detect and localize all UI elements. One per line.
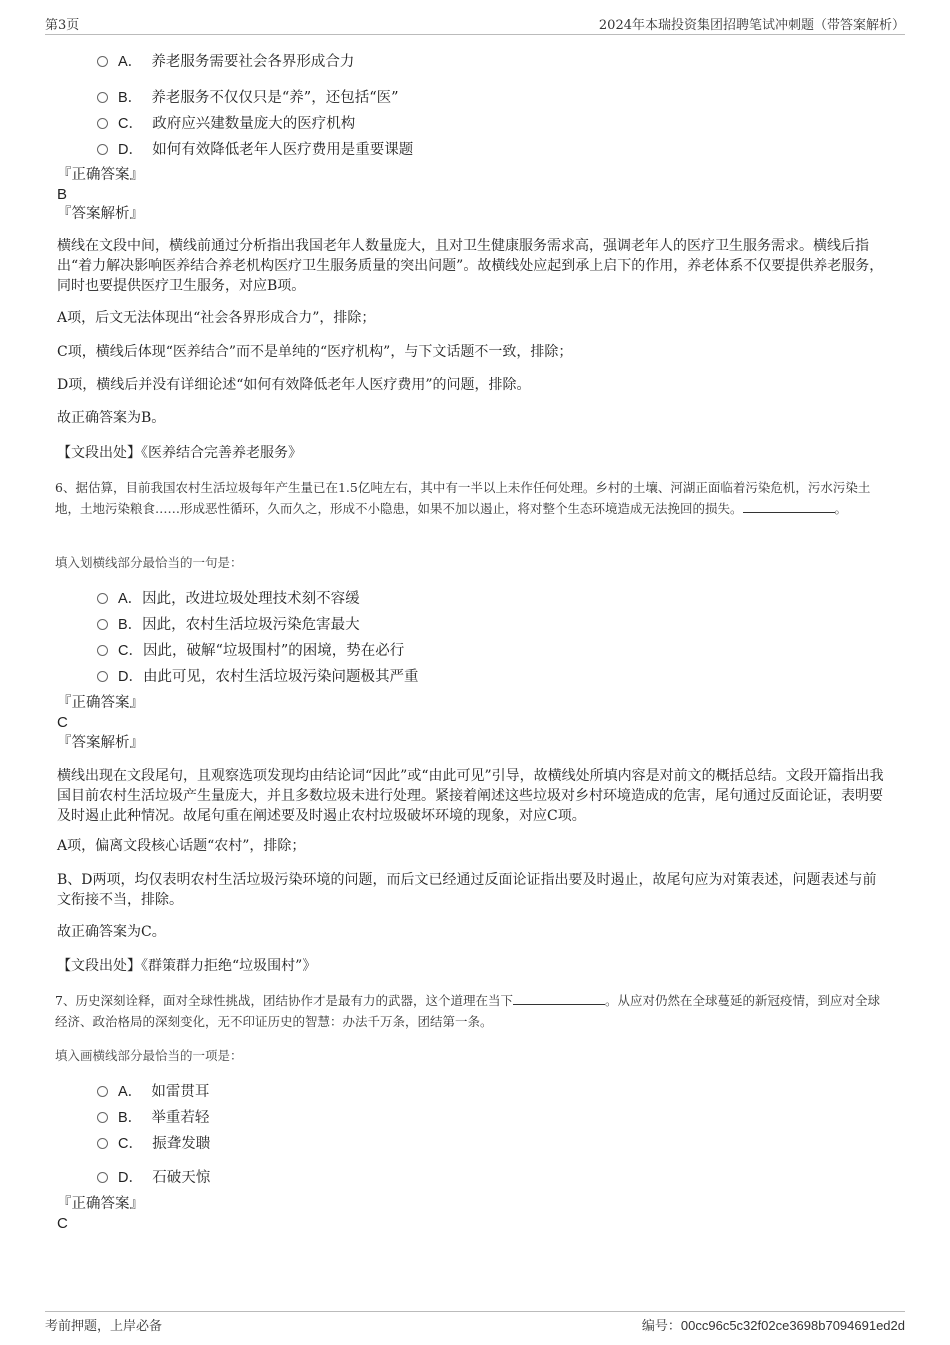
radio-icon[interactable] xyxy=(97,619,108,630)
radio-icon[interactable] xyxy=(97,671,108,682)
q5-option-d[interactable]: D． 如何有效降低老年人医疗费用是重要课题 xyxy=(97,138,413,159)
document-code: 编号：00cc96c5c32f02ce3698b7094691ed2d xyxy=(641,1318,905,1334)
analysis-paragraph: 横线出现在文段尾句，且观察选项发现均由结论词“因此”或“由此可见”引导，故横线处所填内容是对前文的概括总结。文段开篇指出我国目前农村生活垃圾产生量庞大，并且多数垃圾未进行处理。紧接着阐述这些垃圾对乡村环境造成的危害，尾句通过反面论证，表明要及时遏止此种情况。故尾句重在阐述要及时遏止农村垃圾破坏环境的现象，对应C项。 xyxy=(57,768,884,824)
radio-icon[interactable] xyxy=(97,1112,108,1123)
radio-icon[interactable] xyxy=(97,56,108,67)
q6-option-d[interactable]: D．由此可见，农村生活垃圾污染问题极其严重 xyxy=(97,665,418,686)
analysis-paragraph: B、D两项，均仅表明农村生活垃圾污染环境的问题，而后文已经通过反面论证指出要及时遏止，故尾句应为对策表述，问题表述与前文衔接不当，排除。 xyxy=(57,872,877,908)
answer-label: 『正确答案』 xyxy=(57,695,144,711)
q6-option-c[interactable]: C．因此，破解“垃圾围村”的困境，势在必行 xyxy=(97,639,404,660)
q5-option-a[interactable]: A． 养老服务需要社会各界形成合力 xyxy=(97,50,354,71)
source-line: 【文段出处】《医养结合完善养老服务》 xyxy=(57,445,302,461)
page-header xyxy=(45,12,905,35)
q5-option-b[interactable]: B． 养老服务不仅仅只是“养”，还包括“医” xyxy=(97,86,399,107)
radio-icon[interactable] xyxy=(97,144,108,155)
answer-label: 『正确答案』 xyxy=(57,1196,144,1212)
radio-icon[interactable] xyxy=(97,118,108,129)
analysis-paragraph: A项，后文无法体现出“社会各界形成合力”，排除； xyxy=(57,310,376,326)
q5-option-c[interactable]: C． 政府应兴建数量庞大的医疗机构 xyxy=(97,112,355,133)
question-prompt: 填入画横线部分最恰当的一项是： xyxy=(55,1048,243,1063)
source-line: 【文段出处】《群策群力拒绝“垃圾围村”》 xyxy=(57,958,317,974)
document-title: 2024年本瑞投资集团招聘笔试冲刺题（带答案解析） xyxy=(598,18,905,33)
radio-icon[interactable] xyxy=(97,593,108,604)
question-stem: 6、据估算，目前我国农村生活垃圾每年产生量已在1.5亿吨左右，其中有一半以上未作任何处理。乡村的土壤、河湖正面临着污染危机，污水污染土地，土地污染粮食……形成恶性循环，久而久之，形成不小隐患，如果不加以遏止，将对整个生态环境造成无法挽回的损失。 。 xyxy=(55,480,871,516)
fill-blank xyxy=(743,499,835,513)
q7-option-b[interactable]: B． 举重若轻 xyxy=(97,1106,209,1127)
page-number: 第3页 xyxy=(45,18,80,33)
q6-option-b[interactable]: B．因此，农村生活垃圾污染危害最大 xyxy=(97,613,360,634)
q7-option-a[interactable]: A． 如雷贯耳 xyxy=(97,1080,209,1101)
question-stem: 7、历史深刻诠释，面对全球性挑战，团结协作才是最有力的武器，这个道理在当下 。从应对仍然在全球蔓延的新冠疫情，到应对全球经济、政治格局的深刻变化，无不印证历史的智慧：办法千万条，团结第一条。 xyxy=(55,993,880,1029)
analysis-paragraph: 故正确答案为C。 xyxy=(57,924,166,940)
answer-value: C xyxy=(57,1215,68,1232)
radio-icon[interactable] xyxy=(97,1086,108,1097)
q7-option-d[interactable]: D． 石破天惊 xyxy=(97,1166,210,1187)
question-prompt: 填入划横线部分最恰当的一句是： xyxy=(55,555,243,570)
fill-blank xyxy=(513,991,605,1005)
analysis-label: 『答案解析』 xyxy=(57,206,144,222)
answer-label: 『正确答案』 xyxy=(57,167,144,183)
q7-option-c[interactable]: C． 振聋发聩 xyxy=(97,1132,210,1153)
q6-option-a[interactable]: A．因此，改进垃圾处理技术刻不容缓 xyxy=(97,587,360,608)
analysis-paragraph: A项，偏离文段核心话题“农村”，排除； xyxy=(57,838,306,854)
answer-value: B xyxy=(57,186,68,203)
analysis-paragraph: 横线在文段中间，横线前通过分析指出我国老年人数量庞大，且对卫生健康服务需求高，强调老年人的医疗卫生服务需求。横线后指出“着力解决影响医养结合养老机构医疗卫生服务质量的突出问题”。故横线处应起到承上启下的作用，养老体系不仅要提供养老服务，同时也要提供医疗卫生服务，对应B项。 xyxy=(57,238,884,294)
analysis-paragraph: D项，横线后并没有详细论述“如何有效降低老年人医疗费用”的问题，排除。 xyxy=(57,377,531,393)
radio-icon[interactable] xyxy=(97,1138,108,1149)
analysis-paragraph: 故正确答案为B。 xyxy=(57,410,166,426)
analysis-paragraph: C项，横线后体现“医养结合”而不是单纯的“医疗机构”，与下文话题不一致，排除； xyxy=(57,344,573,360)
page-footer xyxy=(45,1311,905,1338)
radio-icon[interactable] xyxy=(97,92,108,103)
radio-icon[interactable] xyxy=(97,1172,108,1183)
answer-value: C xyxy=(57,714,68,731)
analysis-label: 『答案解析』 xyxy=(57,735,144,751)
footer-slogan: 考前押题，上岸必备 xyxy=(45,1319,163,1334)
radio-icon[interactable] xyxy=(97,645,108,656)
